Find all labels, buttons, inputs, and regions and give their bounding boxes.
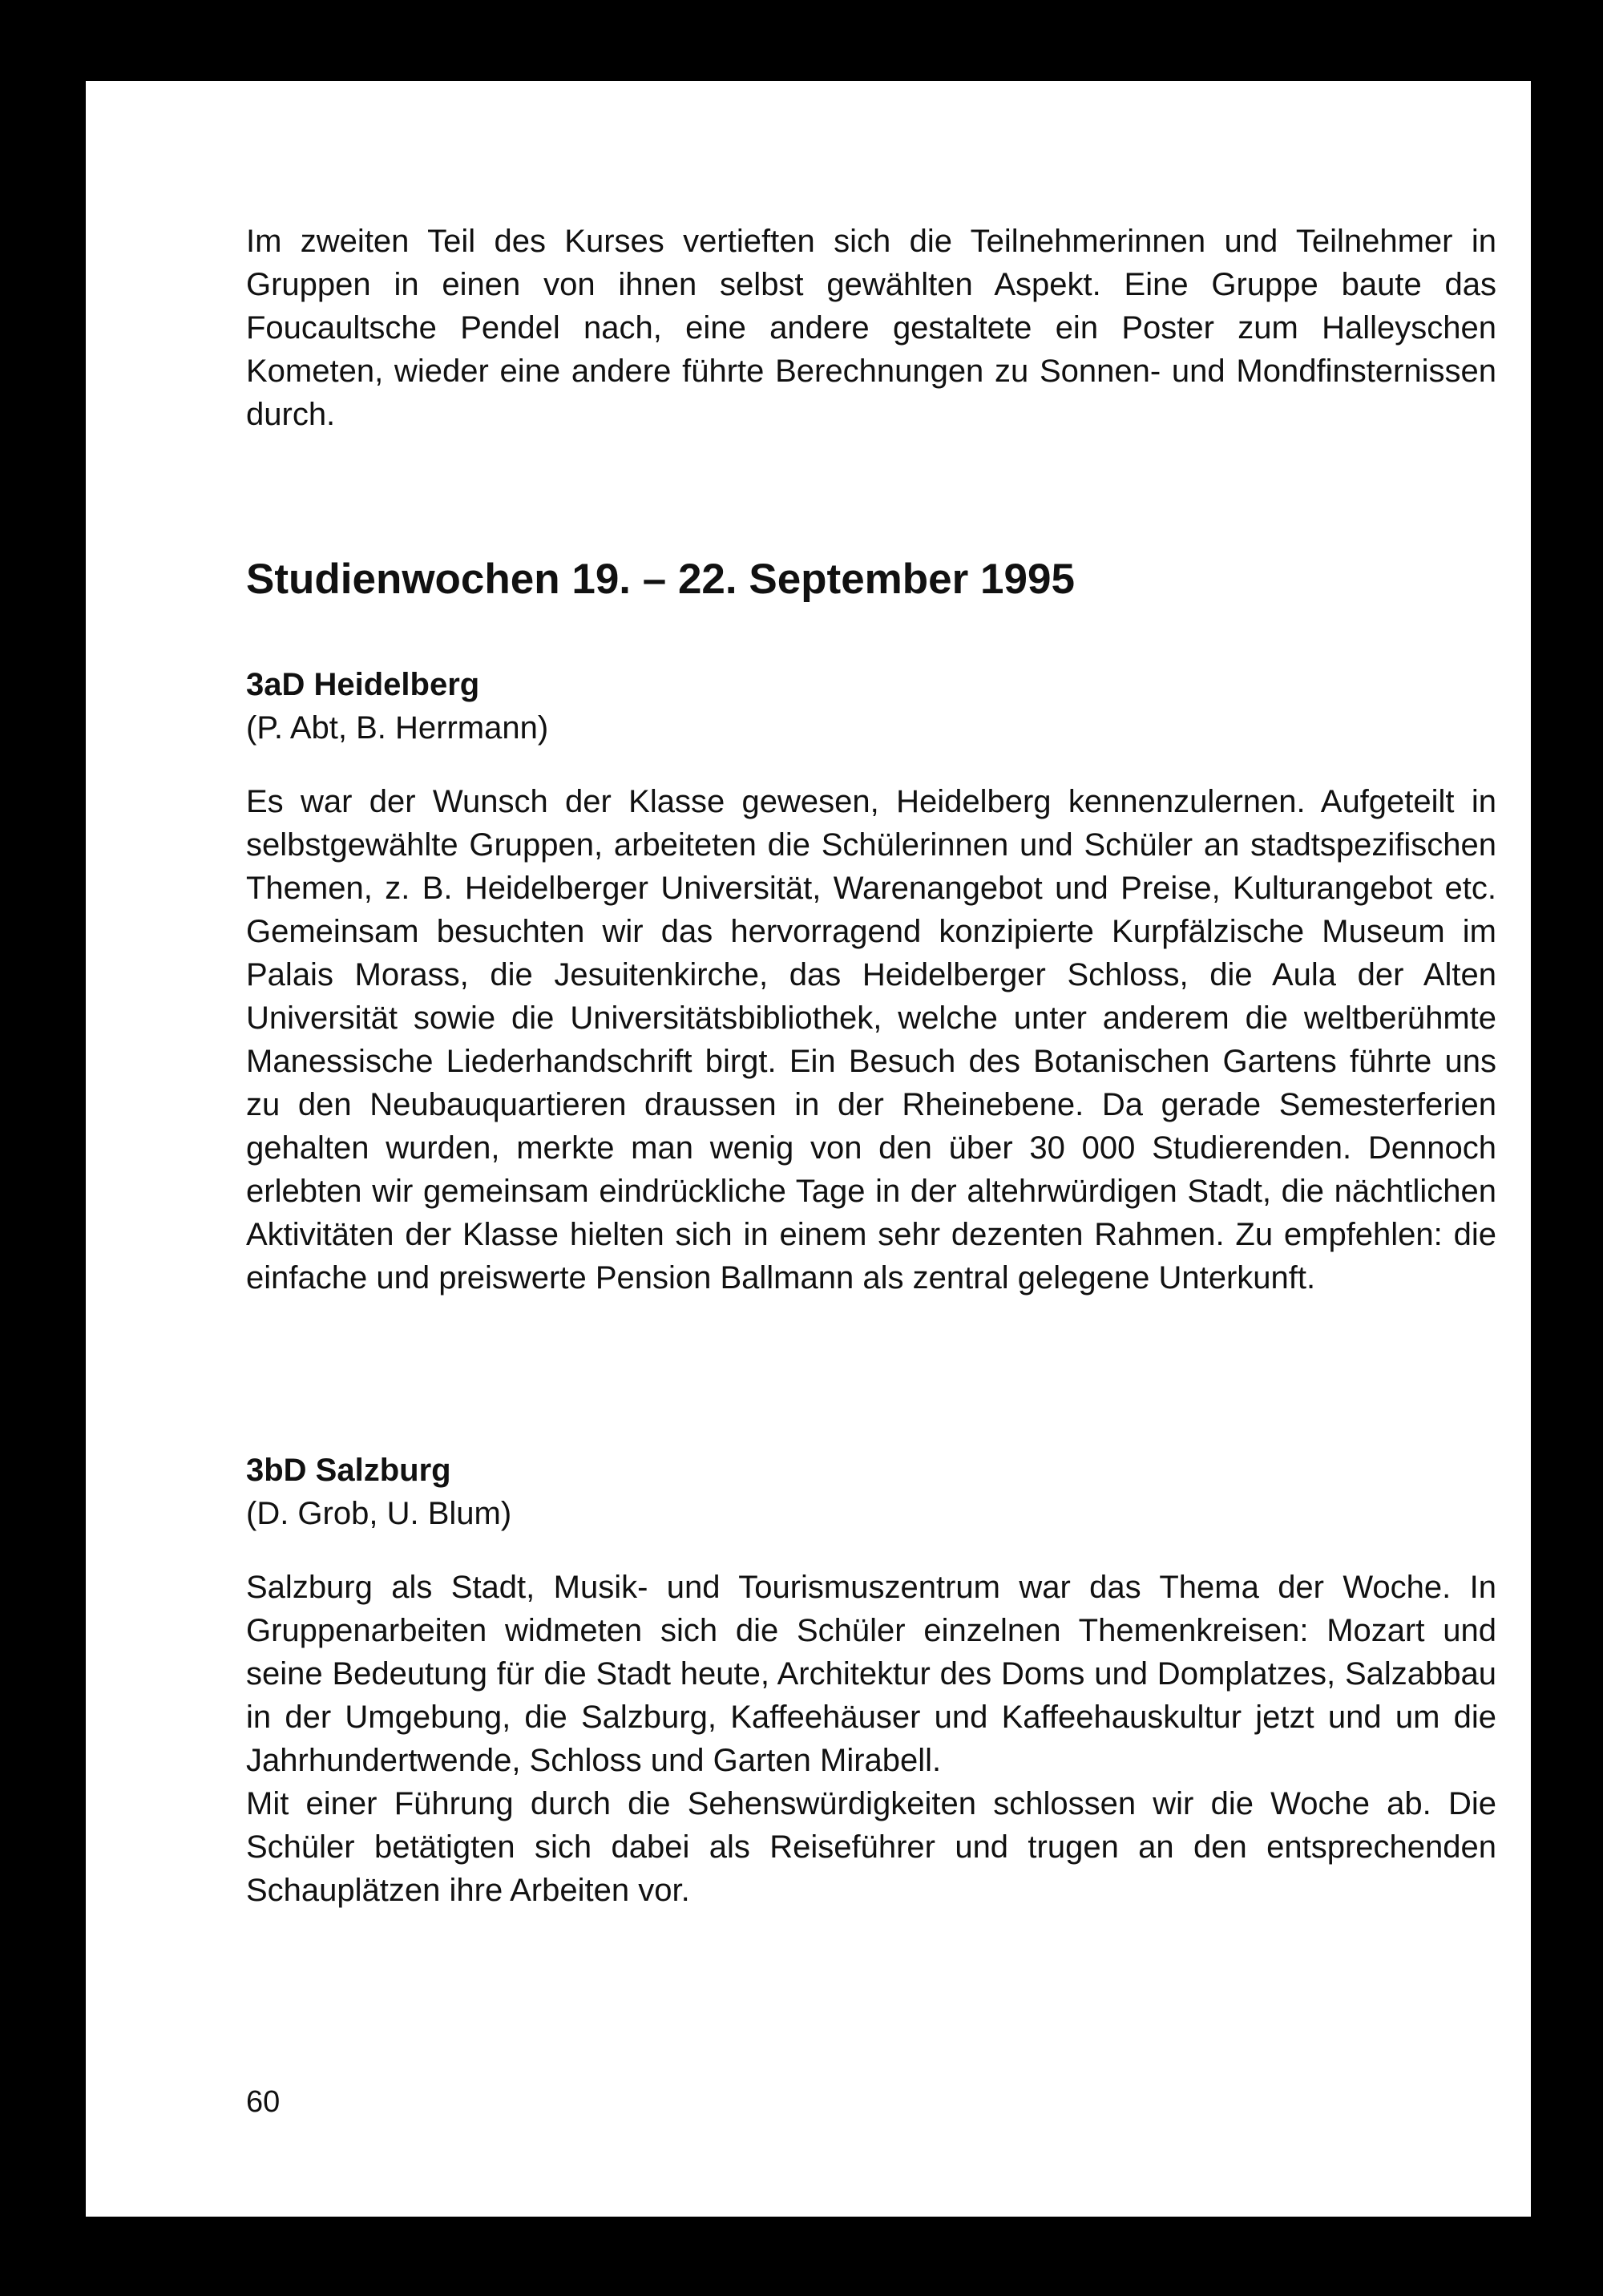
intro-block [246,220,1496,436]
section-title: 3bD Salzburg [246,1453,451,1488]
document-page [86,81,1531,2217]
intro-paragraph: Im zweiten Teil des Kurses vertieften sich die Teilnehmerinnen und Teilnehmer in Gruppen in einen von ihnen selbst gewählten Aspekt. Eine Gruppe baute das Foucaultsche Pendel nach, eine andere gestaltete ein Poster zum Halleyschen Kometen, wieder eine andere führte Berechnungen zu Sonnen- und Mondfinsternissen durch. [246,224,1496,432]
section-title: 3aD Heidelberg [246,667,480,702]
section-paragraph: Salzburg als Stadt, Musik- und Tourismuszentrum war das Thema der Woche. In Gruppenarbeiten widmeten sich die Schüler einzelnen Themenkreisen: Mozart und seine Bedeutung für die Stadt heute, Architektur des Doms und Domplatzes, Salzabbau in der Umgebung, die Salzburg, Kaffeehäuser und Kaffeehauskultur jetzt und um die Jahrhundertwende, Schloss und Garten Mirabell. [246,1570,1496,1778]
section-salzburg [246,1449,1496,1912]
section-heidelberg [246,663,1496,1300]
section-authors: (D. Grob, U. Blum) [246,1496,512,1531]
section-paragraph: Es war der Wunsch der Klasse gewesen, Heidelberg kennenzulernen. Aufgeteilt in selbstgewählte Gruppen, arbeiteten die Schülerinnen und Schüler an stadtspezifischen Themen, z. B. Heidelberger Universität, Warenangebot und Preise, Kulturangebot etc. Gemeinsam besuchten wir das hervorragend konzipierte Kurpfälzische Museum im Palais Morass, die Jesuitenkirche, das Heidelberger Schloss, die Aula der Alten Universität sowie die Universitätsbibliothek, welche unter anderem die weltberühmte Manessische Liederhandschrift birgt. Ein Besuch des Botanischen Gartens führte uns zu den Neubauquartieren draussen in der Rheinebene. Da gerade Semesterferien gehalten wurden, merkte man wenig von den über 30 000 Studierenden. Dennoch erlebten wir gemeinsam eindrückliche Tage in der altehrwürdigen Stadt, die nächtlichen Aktivitäten der Klasse hielten sich in einem sehr dezenten Rahmen. Zu empfehlen: die einfache und preiswerte Pension Ballmann als zentral gelegene Unterkunft. [246,784,1496,1296]
section-paragraph: Mit einer Führung durch die Sehenswürdigkeiten schlossen wir die Woche ab. Die Schüler betätigten sich dabei als Reiseführer und trugen an den entsprechenden Schauplätzen ihre Arbeiten vor. [246,1786,1496,1908]
section-authors: (P. Abt, B. Herrmann) [246,710,549,746]
page-number: 60 [246,2085,281,2119]
section-heading: Studienwochen 19. – 22. September 1995 [246,556,1075,603]
